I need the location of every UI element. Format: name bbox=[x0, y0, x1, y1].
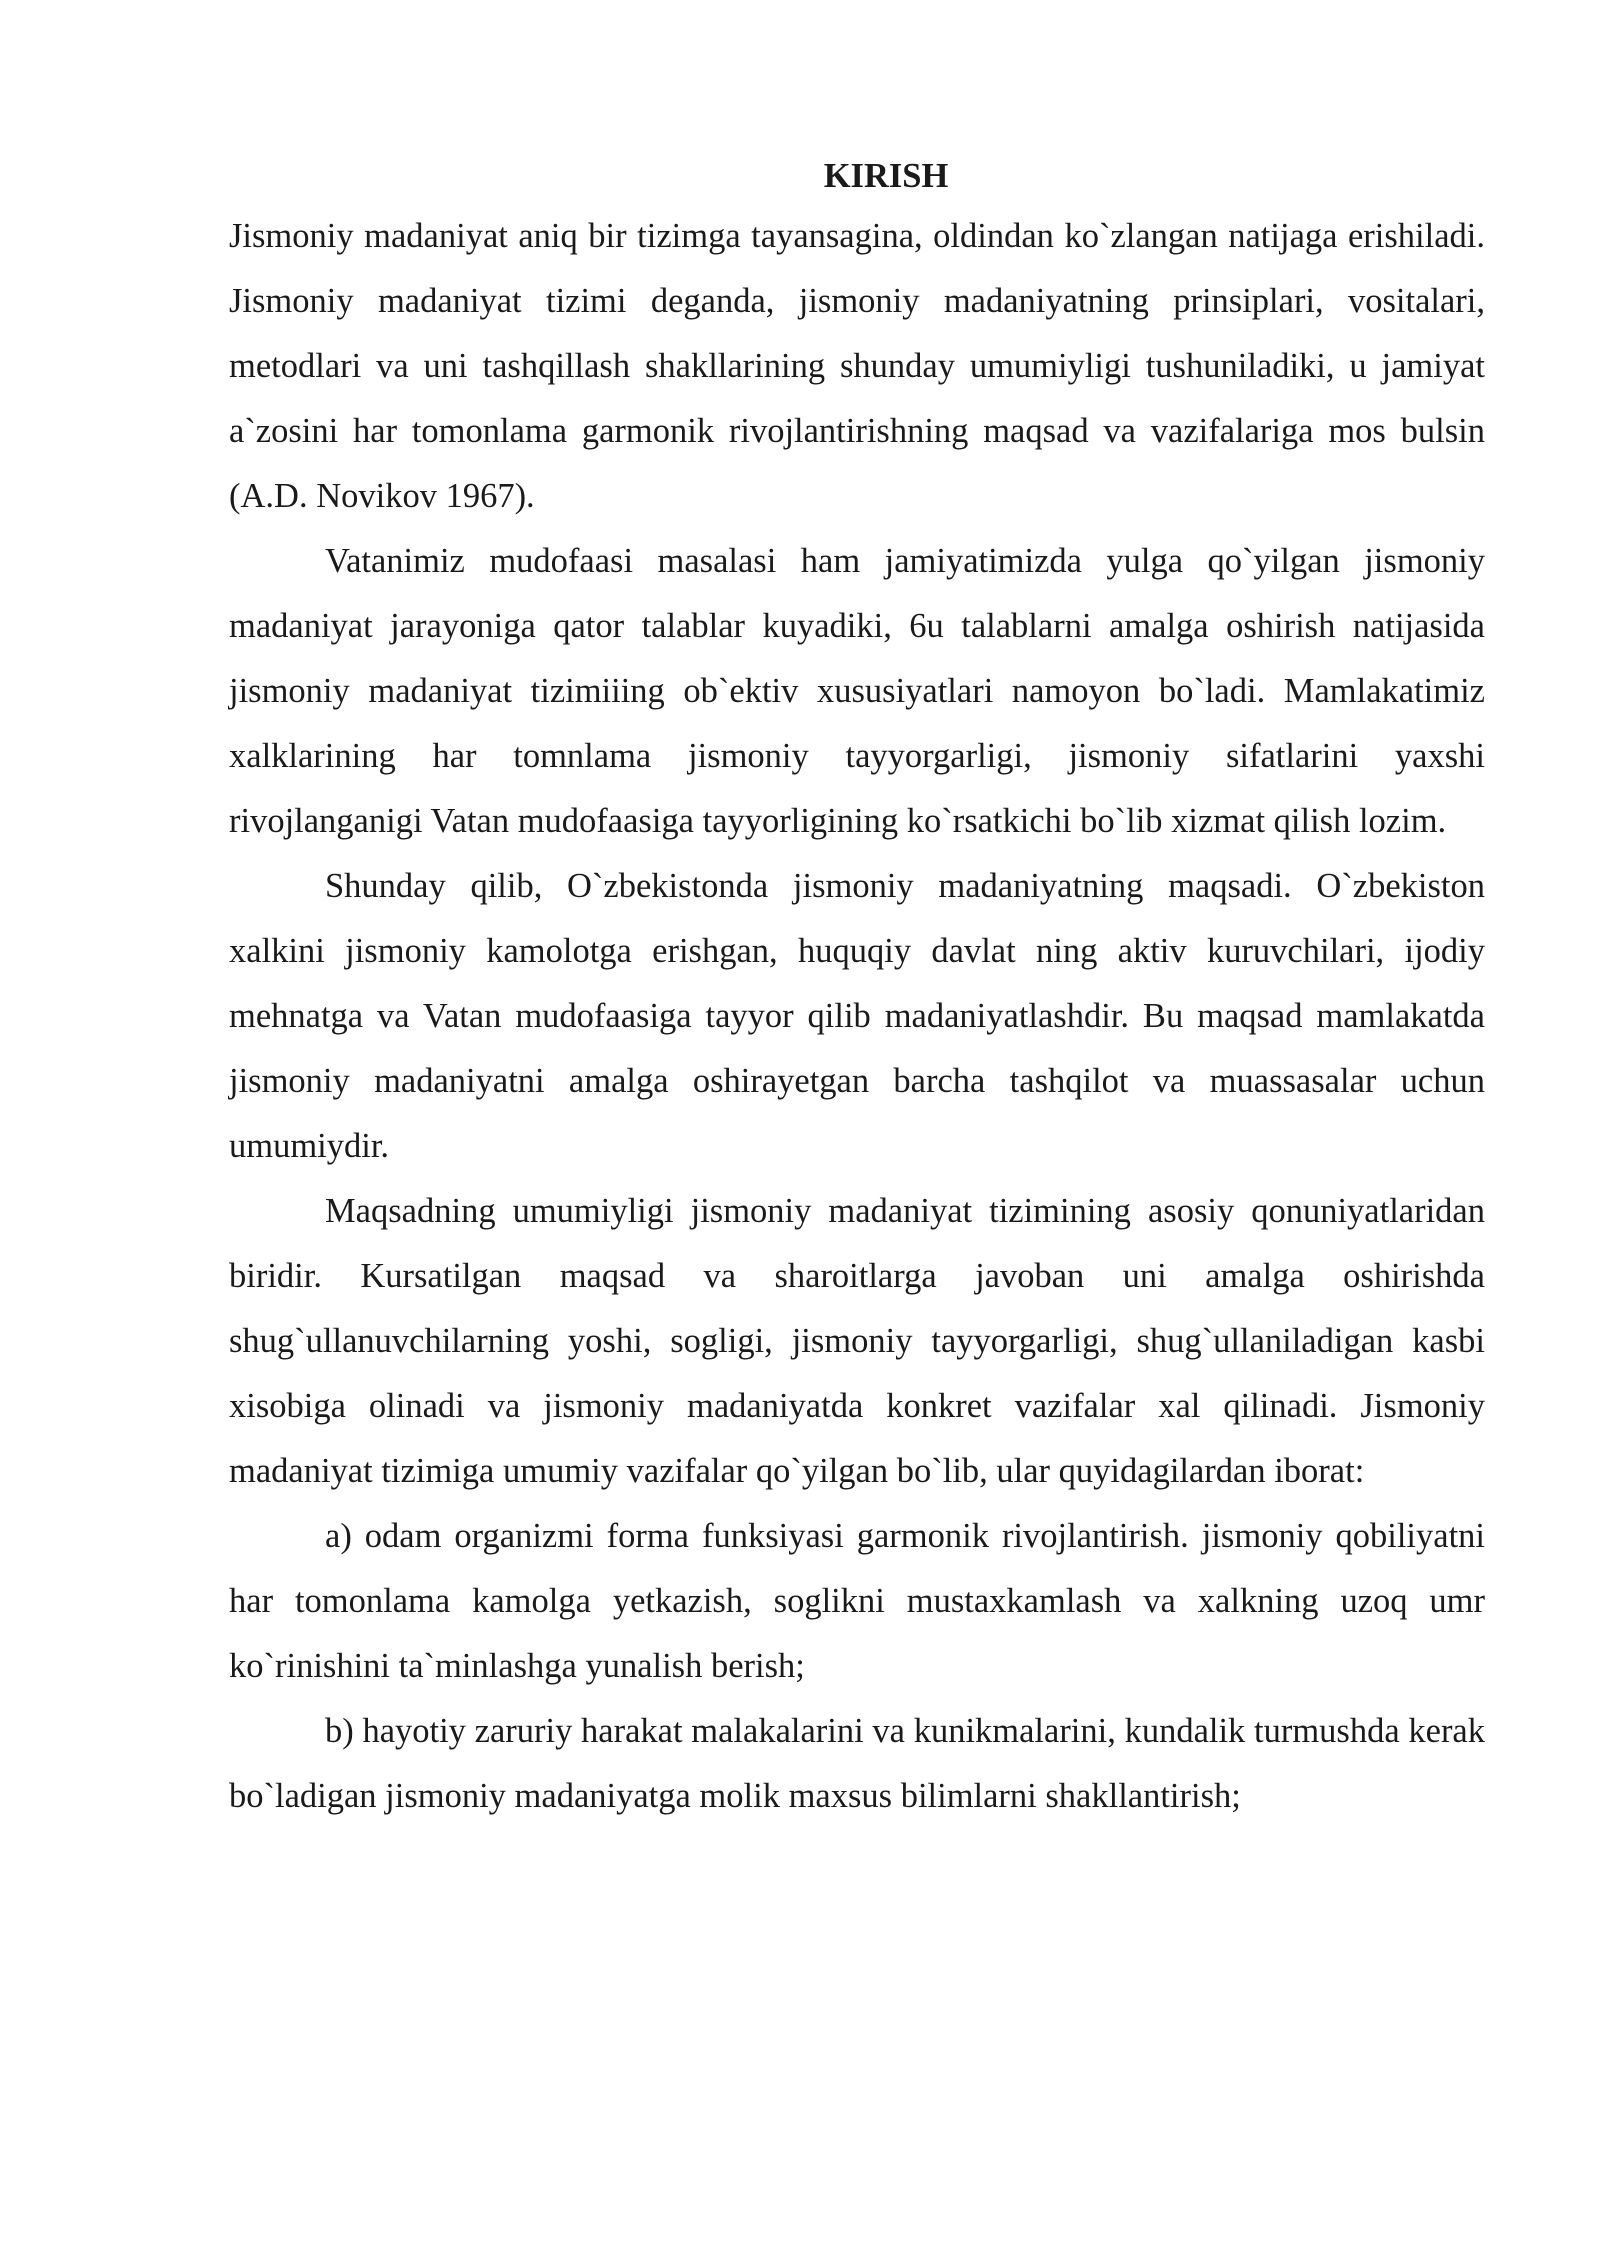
list-item-b: b) hayotiy zaruriy harakat malakalarini va kunikmalarini, kundalik turmushda kerak bo`ladigan jismoniy madaniyatga molik maxsus bilimlarni shakllantirish; bbox=[229, 1712, 1485, 1815]
document-body bbox=[229, 148, 1485, 1829]
paragraph-goal: Shunday qilib, O`zbekistonda jismoniy madaniyatning maqsadi. O`zbekiston xalkini jismoniy kamolotga erishgan, huquqiy davlat ning aktiv kuruvchilari, ijodiy mehnatga va Vatan mudofaasiga tayyor qilib madaniyatlashdir. Bu maqsad mamlakatda jismoniy madaniyatni amalga oshirayetgan barcha tashqilot va muassasalar uchun umumiydir. bbox=[229, 867, 1485, 1165]
document-title: KIRISH bbox=[823, 157, 949, 195]
paragraph-intro: Jismoniy madaniyat aniq bir tizimga tayansagina, oldindan ko`zlangan natijaga erishiladi. Jismoniy madaniyat tizimi deganda, jismoniy madaniyatning prinsiplari, vositalari, metodlari va uni tashqillash shakllarining shunday umumiyligi tushuniladiki, u jamiyat a`zosini har tomonlama garmonik rivojlantirishning maqsad va vazifalariga mos bulsin (A.D. Novikov 1967). bbox=[229, 217, 1485, 515]
paragraph-defense: Vatanimiz mudofaasi masalasi ham jamiyatimizda yulga qo`yilgan jismoniy madaniyat jarayoniga qator talablar kuyadiki, 6u talablarni amalga oshirish natijasida jismoniy madaniyat tizimiiing ob`ektiv xususiyatlari namoyon bo`ladi. Mamlakatimiz xalklarining har tomnlama jismoniy tayyorgarligi, jismoniy sifatlarini yaxshi rivojlanganigi Vatan mudofaasiga tayyorligining ko`rsatkichi bo`lib xizmat qilish lozim. bbox=[229, 542, 1485, 840]
list-item-a: a) odam organizmi forma funksiyasi garmonik rivojlantirish. jismoniy qobiliyatni har tomonlama kamolga yetkazish, soglikni mustaxkamlash va xalkning uzoq umr ko`rinishini ta`minlashga yunalish berish; bbox=[229, 1517, 1485, 1685]
paragraph-tasks: Maqsadning umumiyligi jismoniy madaniyat tizimining asosiy qonuniyatlaridan biridir. Kursatilgan maqsad va sharoitlarga javoban uni amalga oshirishda shug`ullanuvchilarning yoshi, sogligi, jismoniy tayyorgarligi, shug`ullaniladigan kasbi xisobiga olinadi va jismoniy madaniyatda konkret vazifalar xal qilinadi. Jismoniy madaniyat tizimiga umumiy vazifalar qo`yilgan bo`lib, ular quyidagilardan iborat: bbox=[229, 1192, 1485, 1490]
